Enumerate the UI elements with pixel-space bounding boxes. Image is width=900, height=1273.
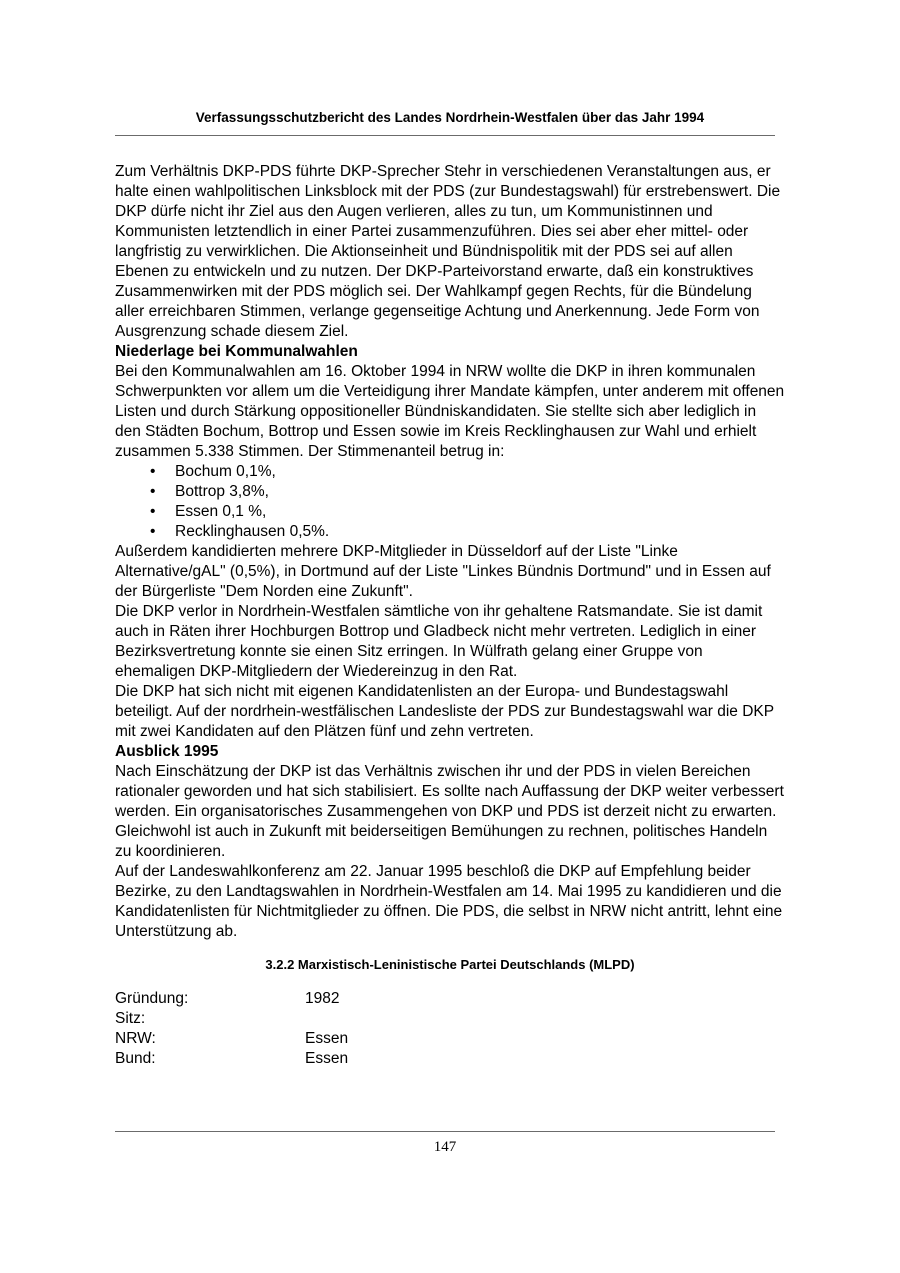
info-row-sitz	[115, 1009, 785, 1029]
info-label-sitz: Sitz:	[115, 1010, 146, 1027]
paragraph-ratsmandate: Die DKP verlor in Nordrhein-Westfalen sämtliche von ihr gehaltene Ratsmandate. Sie ist damit auch in Räten ihrer Hochburgen Bottrop und Gladbeck nicht mehr vertreten. Lediglich in einer Bezirksvertretung konnte sie einen Sitz erringen. In Wülfrath gelang einer Gruppe von ehemaligen DKP-Mitgliedern der Wiedereinzug in den Rat.	[115, 603, 763, 680]
paragraph-bundestagswahl: Die DKP hat sich nicht mit eigenen Kandidatenlisten an der Europa- und Bundestagswahl beteiligt. Auf der nordrhein-westfälischen Landesliste der PDS zur Bundestagswahl war die DKP mit zwei Kandidaten auf den Plätzen fünf und zehn vertreten.	[115, 683, 774, 740]
section-heading-niederlage: Niederlage bei Kommunalwahlen	[115, 343, 358, 360]
info-value-sitz	[305, 1009, 785, 1029]
info-row-bund	[115, 1049, 785, 1069]
list-item-bottrop: • Bottrop 3,8%,	[150, 482, 785, 502]
info-row-gruendung	[115, 989, 785, 1009]
list-item-bochum: • Bochum 0,1%,	[150, 462, 785, 482]
paragraph-dkp-pds: Zum Verhältnis DKP-PDS führte DKP-Sprecher Stehr in verschiedenen Veranstaltungen aus, er halte einen wahlpolitischen Linksblock mit der PDS (zur Bundestagswahl) für erstrebenswert. Die DKP dürfe nicht ihr Ziel aus den Augen verlieren, alles zu tun, um Kommunistinnen und Kommunisten letztendlich in einer Partei zusammenzuführen. Dies sei aber eher mittel- oder langfristig zu verwirklichen. Die Aktionseinheit und Bündnispolitik mit der PDS sei auf allen Ebenen zu entwickeln und zu nutzen. Der DKP-Parteivorstand erwarte, daß ein konstruktives Zusammenwirken mit der PDS möglich sei. Der Wahlkampf gegen Rechts, für die Bündelung aller erreichbaren Stimmen, verlange gegenseitige Achtung und Anerkennung. Jede Form von Ausgrenzung schade diesem Ziel.	[115, 163, 781, 340]
report-title: Verfassungsschutzbericht des Landes Nordrhein-Westfalen über das Jahr 1994	[195, 110, 705, 125]
info-label-bund: Bund:	[115, 1050, 156, 1067]
info-value-nrw: Essen	[305, 1030, 349, 1047]
info-row-nrw	[115, 1029, 785, 1049]
party-info-table	[115, 989, 785, 1069]
list-item-recklinghausen: • Recklinghausen 0,5%.	[150, 522, 785, 542]
document-body	[115, 162, 785, 1069]
document-header	[115, 110, 785, 136]
info-value-gruendung: 1982	[305, 990, 340, 1007]
bullet-list-stimmenanteil	[115, 462, 785, 542]
page-number: 147	[433, 1139, 457, 1155]
paragraph-landeswahlkonferenz: Auf der Landeswahlkonferenz am 22. Januar 1995 beschloß die DKP auf Empfehlung beider Bezirke, zu den Landtagswahlen in Nordrhein-Westfalen am 14. Mai 1995 zu kandidieren und die Kandidatenlisten für Nichtmitglieder zu öffnen. Die PDS, die selbst in NRW nicht antritt, lehnt eine Unterstützung ab.	[115, 863, 783, 940]
subsection-heading-mlpd: 3.2.2 Marxistisch-Leninistische Partei Deutschlands (MLPD)	[265, 957, 635, 972]
section-heading-ausblick: Ausblick 1995	[115, 743, 219, 760]
info-value-bund: Essen	[305, 1050, 349, 1067]
paragraph-listen: Außerdem kandidierten mehrere DKP-Mitglieder in Düsseldorf auf der Liste "Linke Alternative/gAL" (0,5%), in Dortmund auf der Liste "Linkes Bündnis Dortmund" und in Essen auf der Bürgerliste "Dem Norden eine Zukunft".	[115, 543, 771, 600]
paragraph-ausblick: Nach Einschätzung der DKP ist das Verhältnis zwischen ihr und der PDS in vielen Bereichen rationaler geworden und hat sich stabilisiert. Es sollte nach Auffassung der DKP weiter verbessert werden. Ein organisatorisches Zusammengehen von DKP und PDS ist derzeit nicht zu erwarten. Gleichwohl ist auch in Zukunft mit beiderseitigen Bemühungen zu rechnen, politisches Handeln zu koordinieren.	[115, 763, 784, 860]
header-rule	[115, 135, 775, 136]
paragraph-kommunalwahlen: Bei den Kommunalwahlen am 16. Oktober 1994 in NRW wollte die DKP in ihren kommunalen Schwerpunkten vor allem um die Verteidigung ihrer Mandate kämpfen, unter anderem mit offenen Listen und durch Stärkung oppositioneller Bündniskandidaten. Sie stellte sich aber lediglich in den Städten Bochum, Bottrop und Essen sowie im Kreis Recklinghausen zur Wahl und erhielt zusammen 5.338 Stimmen. Der Stimmenanteil betrug in:	[115, 363, 785, 460]
info-label-nrw: NRW:	[115, 1030, 156, 1047]
info-label-gruendung: Gründung:	[115, 990, 189, 1007]
list-item-essen: • Essen 0,1 %,	[150, 502, 785, 522]
footer-rule	[115, 1131, 775, 1132]
document-footer	[115, 1131, 775, 1156]
